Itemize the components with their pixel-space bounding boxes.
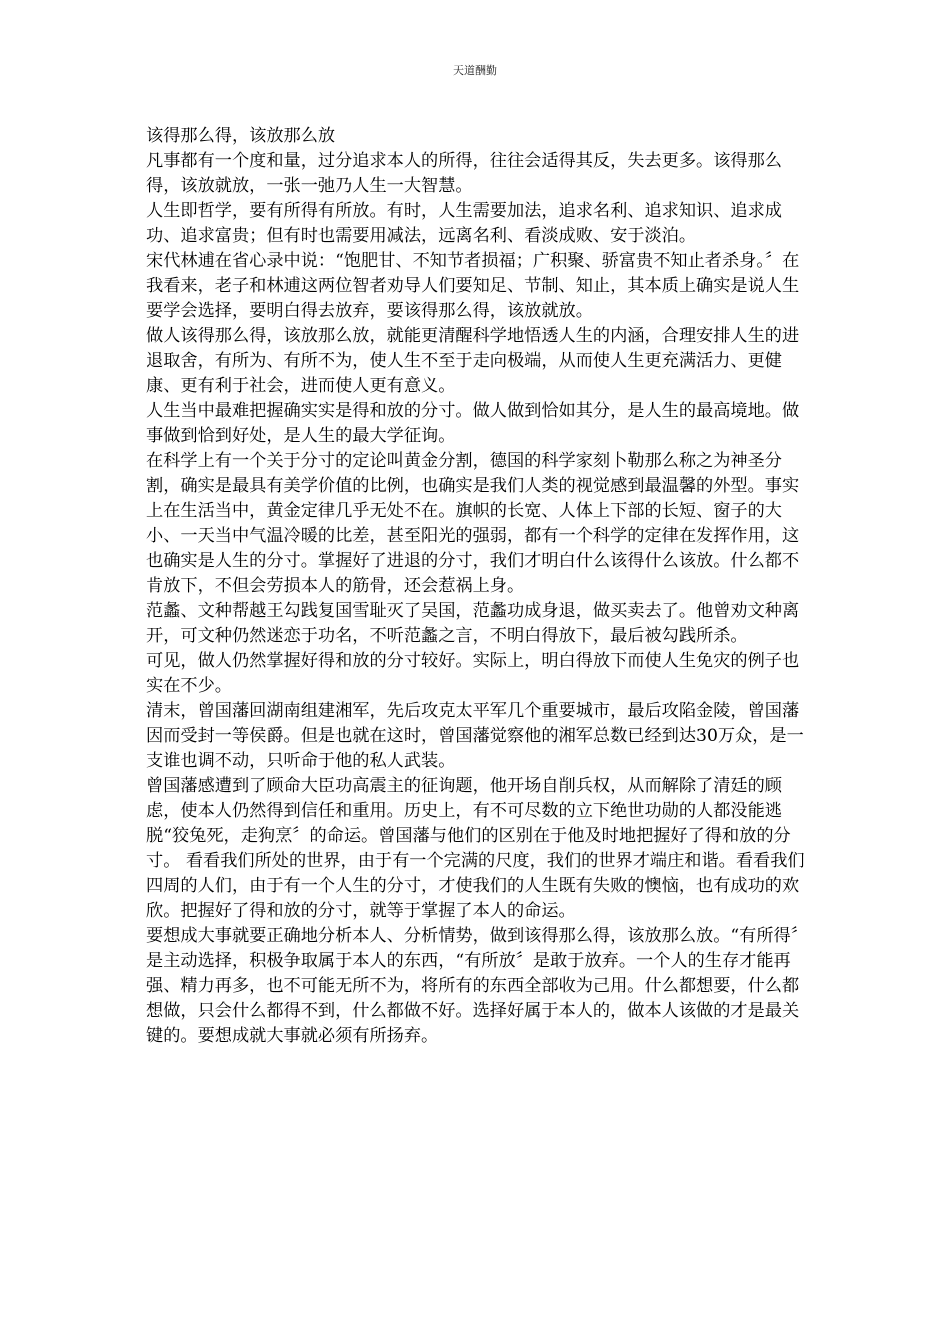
paragraph: 曾国藩感遭到了顾命大臣功高震主的征询题，他开场自削兵权，从而解除了清廷的顾虑，使本人仍然得到信任和重用。历史上，有不可尽数的立下绝世功勋的人都没能逃脱“狡兔死，走狗烹〞的命运。曾国藩与他们的区别在于他及时地把握好了得和放的分寸。 看看我们所处的世界，由于有一个完满的尺度，我们的世界才端庄和谐。看看我们四周的人们，由于有一个人生的分寸，才使我们的人生既有失败的懊恼，也有成功的欢欣。把握好了得和放的分寸，就等于掌握了本人的命运。	[146, 776, 805, 921]
paragraph: 凡事都有一个度和量，过分追求本人的所得，往往会适得其反，失去更多。该得那么得，该放就放，一张一弛乃人生一大智慧。	[146, 151, 782, 196]
paragraph: 做人该得那么得，该放那么放，就能更清醒科学地悟透人生的内涵，合理安排人生的进退取舍，有所为、有所不为，使人生不至于走向极端，从而使人生更充满活力、更健康、更有利于社会，进而使人更有意义。	[146, 326, 800, 396]
paragraph: 宋代林逋在省心录中说：“饱肥甘、不知节者损福；广积聚、骄富贵不知止者杀身。〞在我看来，老子和林逋这两位智者劝导人们要知足、节制、知止，其本质上确实是说人生要学会选择，要明白得去放弃，要该得那么得，该放就放。	[146, 251, 800, 321]
paragraph: 要想成大事就要正确地分析本人、分析情势，做到该得那么得，该放那么放。“有所得〞是主动选择，积极争取属于本人的东西，“有所放〞是敢于放弃。一个人的生存才能再强、精力再多，也不可能无所不为，将所有的东西全部收为己用。什么都想要，什么都想做，只会什么都得不到，什么都做不好。选择好属于本人的，做本人该做的才是最关键的。要想成就大事就必须有所扬弃。	[146, 926, 800, 1046]
paragraph: 人生当中最难把握确实实是得和放的分寸。做人做到恰如其分，是人生的最高境地。做事做到恰到好处，是人生的最大学征询。	[146, 401, 800, 446]
paragraph: 范蠡、文种帮越王勾践复国雪耻灭了吴国，范蠡功成身退，做买卖去了。他曾劝文种离开，可文种仍然迷恋于功名，不听范蠡之言，不明白得放下，最后被勾践所杀。	[146, 601, 800, 646]
document-body	[146, 124, 806, 1049]
page-header: 天道酬勤	[453, 64, 497, 77]
document-title: 该得那么得，该放那么放	[146, 126, 336, 146]
paragraph: 清末，曾国藩回湖南组建湘军，先后攻克太平军几个重要城市，最后攻陷金陵，曾国藩因而受封一等侯爵。但是也就在这时，曾国藩觉察他的湘军总数已经到达30万众，是一支谁也调不动，只听命于他的私人武装。	[146, 701, 804, 771]
paragraph: 在科学上有一个关于分寸的定论叫黄金分割，德国的科学家刻卜勒那么称之为神圣分割，确实是最具有美学价值的比例，也确实是我们人类的视觉感到最温馨的外型。事实上在生活当中，黄金定律几乎无处不在。旗帜的长宽、人体上下部的长短、窗子的大小、一天当中气温冷暖的比差，甚至阳光的强弱，都有一个科学的定律在发挥作用，这也确实是人生的分寸。掌握好了进退的分寸，我们才明白什么该得什么该放。什么都不肯放下，不但会劳损本人的筋骨，还会惹祸上身。	[146, 451, 800, 596]
paragraph: 人生即哲学，要有所得有所放。有时，人生需要加法，追求名利、追求知识、追求成功、追求富贵；但有时也需要用减法，远离名利、看淡成败、安于淡泊。	[146, 201, 782, 246]
paragraph: 可见，做人仍然掌握好得和放的分寸较好。实际上，明白得放下而使人生免灾的例子也实在不少。	[146, 651, 800, 696]
